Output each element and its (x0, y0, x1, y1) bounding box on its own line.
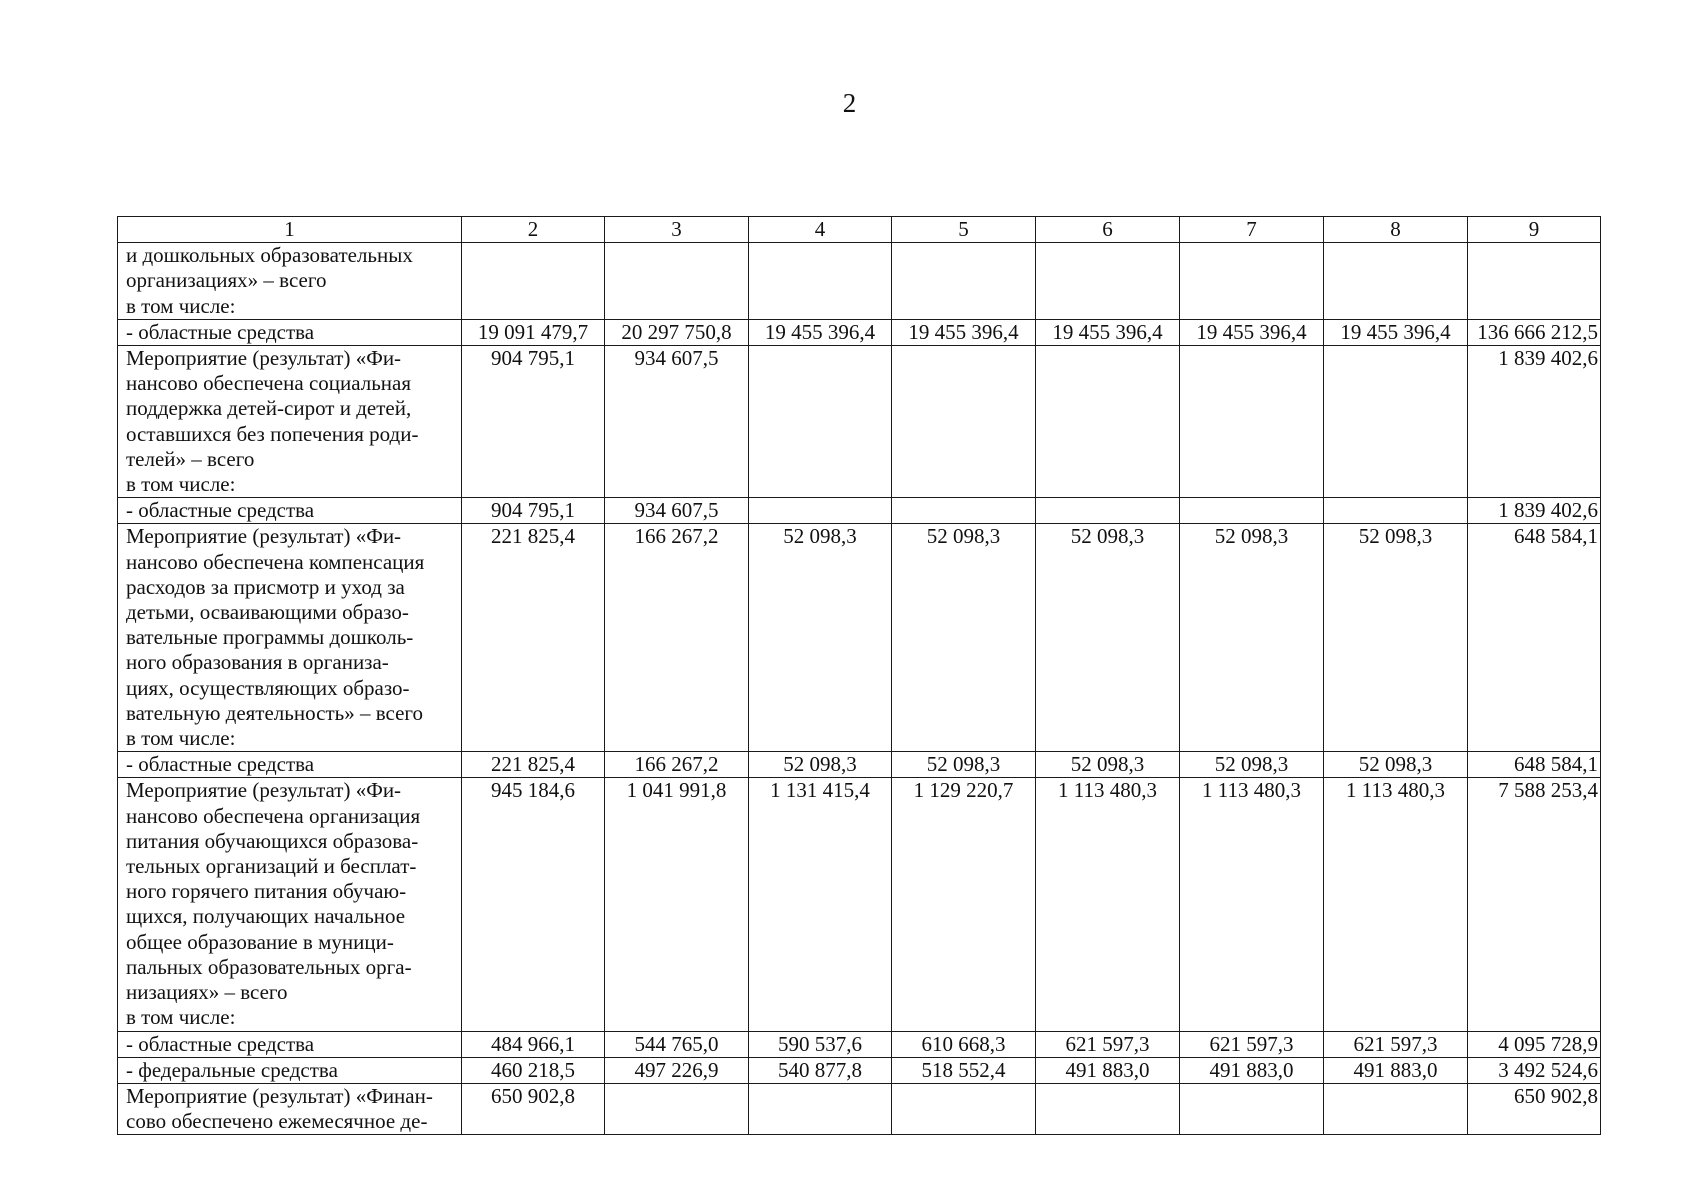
amount-cell: 945 184,6 (462, 778, 605, 1031)
amount-cell: 19 455 396,4 (892, 319, 1036, 345)
column-number: 6 (1036, 217, 1180, 243)
column-number: 8 (1324, 217, 1468, 243)
funding-source-label: - областные средства (118, 1031, 462, 1057)
measure-description: Мероприятие (результат) «Фи- нансово обеспечена компенсация расходов за присмотр и уход за детьми, осваивающими образо- вательные программы дошколь- ного образования в организа- циях, осуществляющих образо- вательную деятельность» – всего в том числе: (118, 524, 462, 752)
amount-cell (1324, 498, 1468, 524)
amount-cell: 1 113 480,3 (1324, 778, 1468, 1031)
table-row (118, 1057, 1601, 1083)
amount-cell: 52 098,3 (1324, 752, 1468, 778)
amount-cell: 19 455 396,4 (1180, 319, 1324, 345)
total-cell: 3 492 524,6 (1468, 1057, 1601, 1083)
table-row (118, 346, 1601, 498)
page-number: 2 (842, 88, 857, 118)
amount-cell (1036, 1083, 1180, 1134)
total-cell: 136 666 212,5 (1468, 319, 1601, 345)
table-row (118, 319, 1601, 345)
amount-cell (605, 1083, 749, 1134)
amount-cell: 166 267,2 (605, 752, 749, 778)
amount-cell: 540 877,8 (749, 1057, 892, 1083)
amount-cell: 491 883,0 (1036, 1057, 1180, 1083)
funding-source-label: - федеральные средства (118, 1057, 462, 1083)
amount-cell (1180, 346, 1324, 498)
column-number: 2 (462, 217, 605, 243)
amount-cell: 621 597,3 (1180, 1031, 1324, 1057)
amount-cell: 52 098,3 (892, 524, 1036, 752)
amount-cell (1036, 498, 1180, 524)
amount-cell (1324, 243, 1468, 320)
amount-cell (749, 346, 892, 498)
amount-cell: 934 607,5 (605, 498, 749, 524)
measure-description: Мероприятие (результат) «Фи- нансово обеспечена организация питания обучающихся образова- тельных организаций и бесплат- ного горячего питания обучаю- щихся, получающих начальное общее образование в муници- пальных образовательных орга- низациях» – всего в том числе: (118, 778, 462, 1031)
amount-cell (749, 498, 892, 524)
amount-cell (1036, 346, 1180, 498)
amount-cell: 491 883,0 (1324, 1057, 1468, 1083)
column-number: 9 (1468, 217, 1601, 243)
budget-table (117, 216, 1601, 1135)
column-number: 3 (605, 217, 749, 243)
table-row (118, 752, 1601, 778)
table-row (118, 778, 1601, 1031)
amount-cell: 544 765,0 (605, 1031, 749, 1057)
amount-cell (749, 1083, 892, 1134)
amount-cell: 52 098,3 (749, 524, 892, 752)
amount-cell: 1 113 480,3 (1180, 778, 1324, 1031)
amount-cell: 19 091 479,7 (462, 319, 605, 345)
amount-cell: 934 607,5 (605, 346, 749, 498)
amount-cell: 590 537,6 (749, 1031, 892, 1057)
amount-cell: 904 795,1 (462, 346, 605, 498)
amount-cell: 460 218,5 (462, 1057, 605, 1083)
total-cell: 7 588 253,4 (1468, 778, 1601, 1031)
amount-cell (462, 243, 605, 320)
amount-cell (1180, 1083, 1324, 1134)
amount-cell (1324, 346, 1468, 498)
table-row (118, 524, 1601, 752)
amount-cell: 52 098,3 (1180, 752, 1324, 778)
amount-cell: 221 825,4 (462, 752, 605, 778)
measure-description: Мероприятие (результат) «Фи- нансово обеспечена социальная поддержка детей-сирот и детей, оставшихся без попечения роди- телей» – всего в том числе: (118, 346, 462, 498)
amount-cell: 20 297 750,8 (605, 319, 749, 345)
total-cell: 650 902,8 (1468, 1083, 1601, 1134)
amount-cell (1324, 1083, 1468, 1134)
total-cell (1468, 243, 1601, 320)
amount-cell: 221 825,4 (462, 524, 605, 752)
amount-cell (892, 243, 1036, 320)
amount-cell (749, 243, 892, 320)
table-row (118, 1083, 1601, 1134)
amount-cell: 52 098,3 (1036, 524, 1180, 752)
column-number: 4 (749, 217, 892, 243)
table-row (118, 498, 1601, 524)
total-cell: 1 839 402,6 (1468, 346, 1601, 498)
amount-cell (892, 1083, 1036, 1134)
total-cell: 648 584,1 (1468, 752, 1601, 778)
amount-cell (1180, 243, 1324, 320)
table-header-row (118, 217, 1601, 243)
amount-cell: 904 795,1 (462, 498, 605, 524)
amount-cell: 610 668,3 (892, 1031, 1036, 1057)
amount-cell: 621 597,3 (1324, 1031, 1468, 1057)
amount-cell: 1 131 415,4 (749, 778, 892, 1031)
amount-cell: 650 902,8 (462, 1083, 605, 1134)
amount-cell: 52 098,3 (892, 752, 1036, 778)
amount-cell (1036, 243, 1180, 320)
amount-cell: 166 267,2 (605, 524, 749, 752)
column-number: 7 (1180, 217, 1324, 243)
amount-cell: 1 113 480,3 (1036, 778, 1180, 1031)
total-cell: 648 584,1 (1468, 524, 1601, 752)
amount-cell: 19 455 396,4 (749, 319, 892, 345)
funding-source-label: - областные средства (118, 752, 462, 778)
amount-cell: 484 966,1 (462, 1031, 605, 1057)
amount-cell: 52 098,3 (749, 752, 892, 778)
measure-description: Мероприятие (результат) «Финан- сово обеспечено ежемесячное де- (118, 1083, 462, 1134)
amount-cell: 1 129 220,7 (892, 778, 1036, 1031)
amount-cell: 621 597,3 (1036, 1031, 1180, 1057)
amount-cell: 518 552,4 (892, 1057, 1036, 1083)
amount-cell: 19 455 396,4 (1324, 319, 1468, 345)
amount-cell (1180, 498, 1324, 524)
amount-cell: 1 041 991,8 (605, 778, 749, 1031)
amount-cell: 497 226,9 (605, 1057, 749, 1083)
total-cell: 1 839 402,6 (1468, 498, 1601, 524)
amount-cell (892, 346, 1036, 498)
funding-source-label: - областные средства (118, 498, 462, 524)
table-row (118, 243, 1601, 320)
amount-cell (892, 498, 1036, 524)
amount-cell: 52 098,3 (1036, 752, 1180, 778)
amount-cell: 52 098,3 (1324, 524, 1468, 752)
amount-cell: 491 883,0 (1180, 1057, 1324, 1083)
amount-cell: 52 098,3 (1180, 524, 1324, 752)
amount-cell (605, 243, 749, 320)
table-row (118, 1031, 1601, 1057)
total-cell: 4 095 728,9 (1468, 1031, 1601, 1057)
measure-description: и дошкольных образовательных организациях» – всего в том числе: (118, 243, 462, 320)
funding-source-label: - областные средства (118, 319, 462, 345)
amount-cell: 19 455 396,4 (1036, 319, 1180, 345)
column-number: 1 (118, 217, 462, 243)
column-number: 5 (892, 217, 1036, 243)
